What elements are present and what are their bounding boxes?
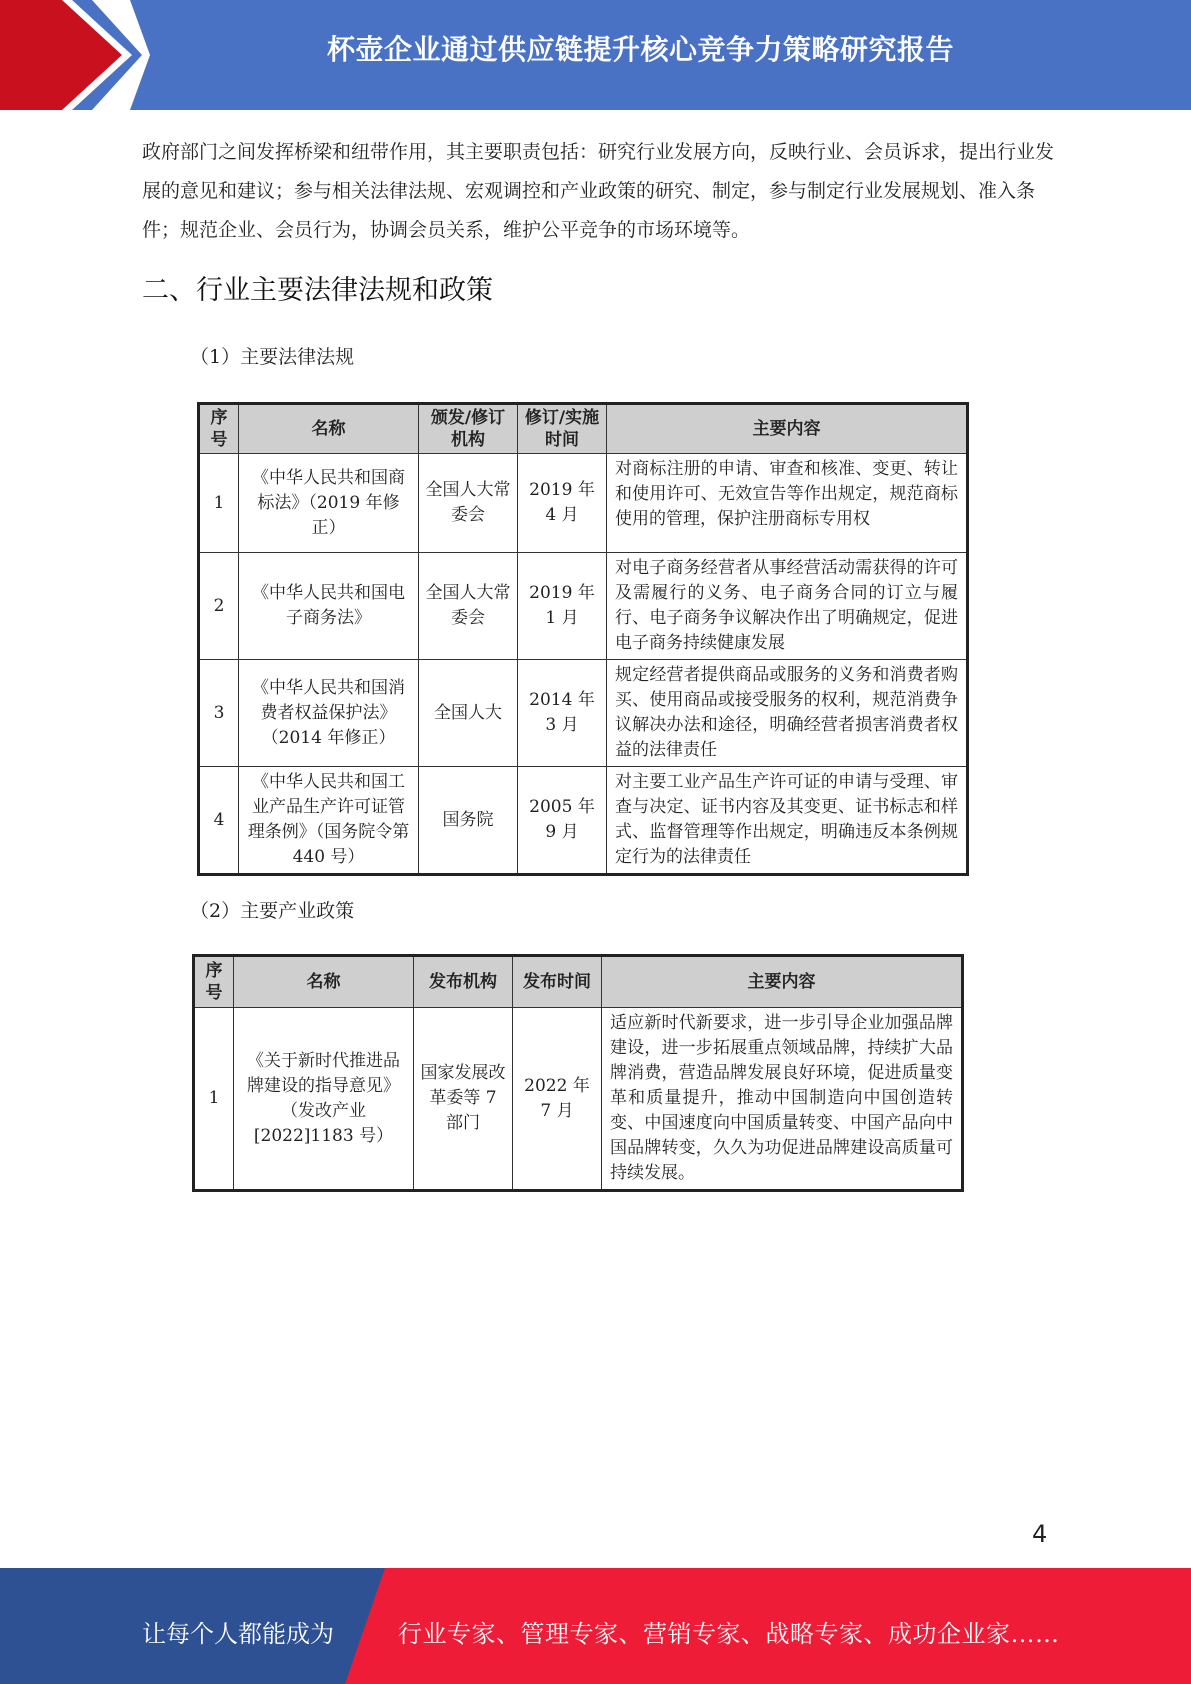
header-cell-org: 发布机构 (414, 956, 513, 1008)
sub-heading-policies: （2）主要产业政策 (190, 900, 355, 922)
effective-date: 2014 年 3 月 (518, 660, 607, 767)
row-number: 4 (199, 767, 239, 875)
issuing-org: 国家发展改革委等 7 部门 (414, 1008, 513, 1191)
header-cell-content: 主要内容 (607, 404, 968, 454)
table-row (199, 660, 968, 767)
row-number: 1 (199, 454, 239, 553)
issuing-org: 全国人大常委会 (419, 553, 518, 660)
header-cell-no: 序号 (199, 404, 239, 454)
issuing-org: 全国人大常委会 (419, 454, 518, 553)
header-cell-date: 修订/实施时间 (518, 404, 607, 454)
issue-date: 2022 年 7 月 (513, 1008, 602, 1191)
header-cell-name: 名称 (234, 956, 414, 1008)
intro-paragraph: 政府部门之间发挥桥梁和纽带作用，其主要职责包括：研究行业发展方向，反映行业、会员诉求，提出行业发展的意见和建议；参与相关法律法规、宏观调控和产业政策的研究、制定，参与制定行业发展规划、准入条件；规范企业、会员行为，协调会员关系，维护公平竞争的市场环境等。 (142, 141, 1055, 241)
header-cell-date: 发布时间 (513, 956, 602, 1008)
header-cell-content: 主要内容 (602, 956, 963, 1008)
main-content: 规定经营者提供商品或服务的义务和消费者购买、使用商品或接受服务的权利，规范消费争议解决办法和途径，明确经营者损害消费者权益的法律责任 (607, 660, 968, 767)
policy-name: 《关于新时代推进品牌建设的指导意见》（发改产业[2022]1183 号） (234, 1008, 414, 1191)
law-name: 《中华人民共和国电子商务法》 (239, 553, 419, 660)
section-heading: 二、行业主要法律法规和政策 (142, 275, 493, 306)
issuing-org: 全国人大 (419, 660, 518, 767)
footer-slogan-left: 让每个人都能成为 (142, 1620, 334, 1648)
law-name: 《中华人民共和国商标法》（2019 年修正） (239, 454, 419, 553)
main-content: 对主要工业产品生产许可证的申请与受理、审查与决定、证书内容及其变更、证书标志和样式、监督管理等作出规定，明确违反本条例规定行为的法律责任 (607, 767, 968, 875)
header-cell-name: 名称 (239, 404, 419, 454)
main-content: 对电子商务经营者从事经营活动需获得的许可及需履行的义务、电子商务合同的订立与履行、电子商务争议解决作出了明确规定，促进电子商务持续健康发展 (607, 553, 968, 660)
policy-table-header-row (194, 956, 963, 1008)
table-row (199, 553, 968, 660)
effective-date: 2019 年 1 月 (518, 553, 607, 660)
footer-slogan-right: 行业专家、管理专家、营销专家、战略专家、成功企业家…… (398, 1620, 1060, 1648)
footer-banner (0, 1568, 1191, 1684)
row-number: 3 (199, 660, 239, 767)
header-banner (0, 0, 1191, 110)
law-name: 《中华人民共和国工业产品生产许可证管理条例》（国务院令第 440 号） (239, 767, 419, 875)
report-title: 杯壶企业通过供应链提升核心竞争力策略研究报告 (326, 33, 954, 66)
policy-table (192, 954, 964, 1192)
main-content: 对商标注册的申请、审查和核准、变更、转让和使用许可、无效宣告等作出规定，规范商标使用的管理，保护注册商标专用权 (607, 454, 968, 553)
page-number: 4 (1032, 1520, 1048, 1548)
law-name: 《中华人民共和国消费者权益保护法》（2014 年修正） (239, 660, 419, 767)
table-row (194, 1008, 963, 1191)
header-cell-no: 序号 (194, 956, 234, 1008)
row-number: 1 (194, 1008, 234, 1191)
table-row (199, 454, 968, 553)
issuing-org: 国务院 (419, 767, 518, 875)
effective-date: 2005 年 9 月 (518, 767, 607, 875)
row-number: 2 (199, 553, 239, 660)
laws-table-header-row (199, 404, 968, 454)
sub-heading-laws: （1）主要法律法规 (190, 346, 355, 368)
laws-table (197, 402, 969, 876)
table-row (199, 767, 968, 875)
effective-date: 2019 年 4 月 (518, 454, 607, 553)
main-content: 适应新时代新要求，进一步引导企业加强品牌建设，进一步拓展重点领域品牌，持续扩大品牌消费，营造品牌发展良好环境，促进质量变革和质量提升，推动中国制造向中国创造转变、中国速度向中国质量转变、中国产品向中国品牌转变，久久为功促进品牌建设高质量可持续发展。 (602, 1008, 963, 1191)
header-cell-org: 颁发/修订机构 (419, 404, 518, 454)
